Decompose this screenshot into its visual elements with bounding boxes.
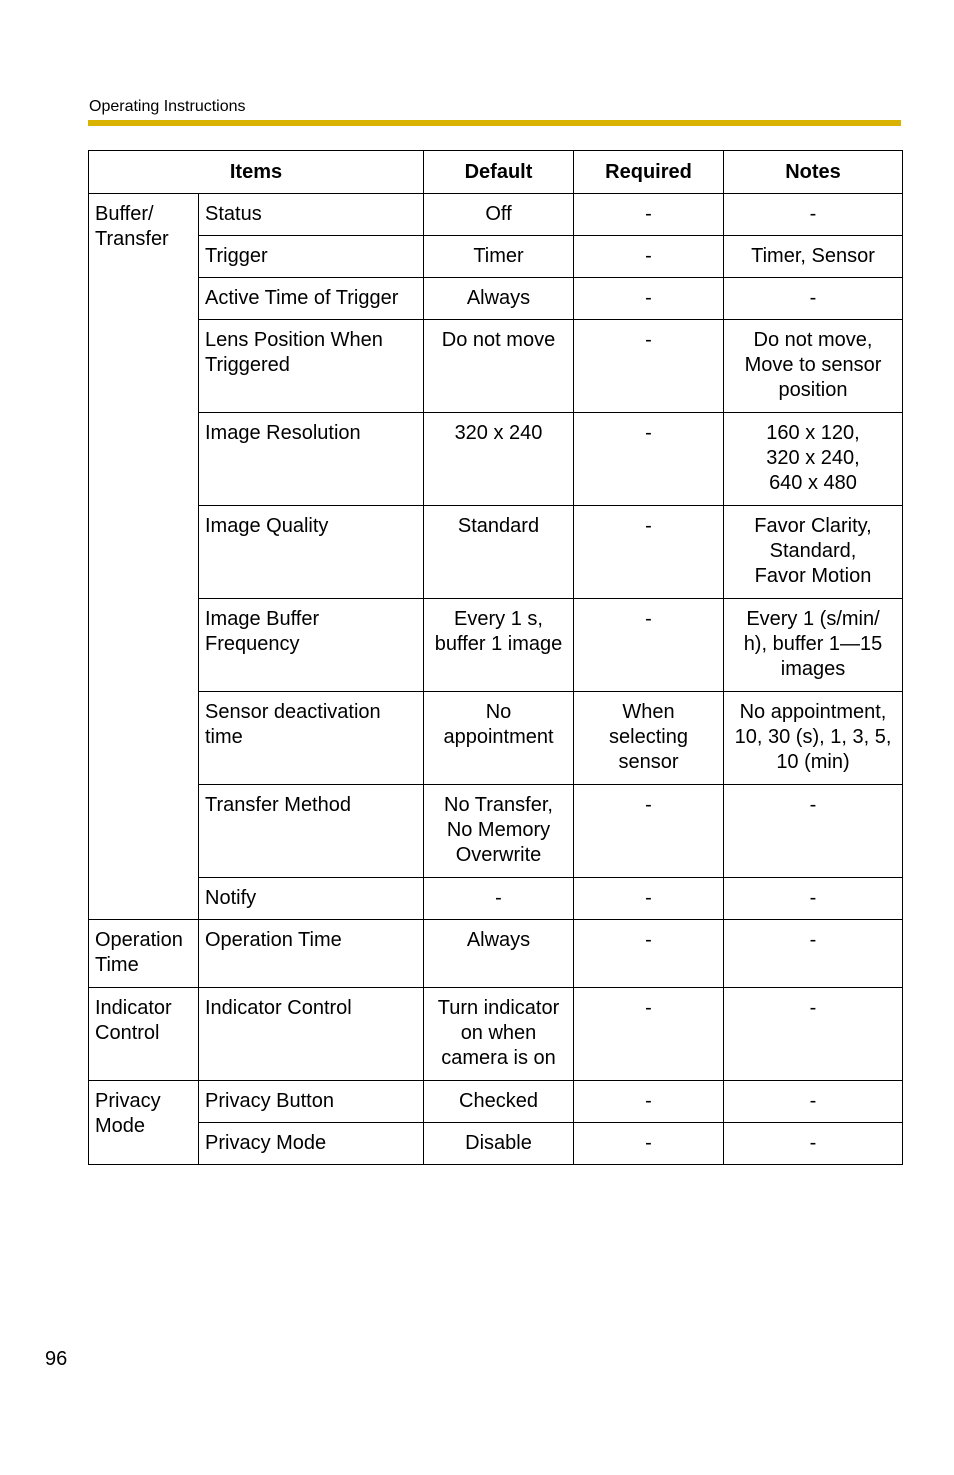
group-label: Indicator Control bbox=[89, 988, 199, 1081]
required-cell: - bbox=[574, 1123, 724, 1165]
table-row bbox=[89, 413, 903, 506]
default-cell: Standard bbox=[424, 506, 574, 599]
required-cell: - bbox=[574, 920, 724, 988]
required-cell: - bbox=[574, 506, 724, 599]
item-cell: Sensor deactivation time bbox=[199, 692, 424, 785]
table-row bbox=[89, 236, 903, 278]
notes-cell: - bbox=[724, 278, 903, 320]
required-cell: - bbox=[574, 599, 724, 692]
item-cell: Operation Time bbox=[199, 920, 424, 988]
item-cell: Image Buffer Frequency bbox=[199, 599, 424, 692]
table-row bbox=[89, 988, 903, 1081]
item-cell: Status bbox=[199, 194, 424, 236]
notes-cell: Every 1 (s/min/ h), buffer 1—15 images bbox=[724, 599, 903, 692]
required-cell: - bbox=[574, 320, 724, 413]
column-header-required: Required bbox=[574, 151, 724, 194]
default-cell: Disable bbox=[424, 1123, 574, 1165]
item-cell: Indicator Control bbox=[199, 988, 424, 1081]
default-cell: Every 1 s, buffer 1 image bbox=[424, 599, 574, 692]
table-row bbox=[89, 194, 903, 236]
table-row bbox=[89, 878, 903, 920]
required-cell: - bbox=[574, 988, 724, 1081]
table-row bbox=[89, 278, 903, 320]
default-cell: Checked bbox=[424, 1081, 574, 1123]
column-header-notes: Notes bbox=[724, 151, 903, 194]
page-number: 96 bbox=[45, 1348, 68, 1370]
table-row bbox=[89, 785, 903, 878]
item-cell: Transfer Method bbox=[199, 785, 424, 878]
notes-cell: - bbox=[724, 920, 903, 988]
default-cell: - bbox=[424, 878, 574, 920]
header-rule bbox=[88, 120, 901, 126]
column-header-items: Items bbox=[89, 151, 424, 194]
table-row bbox=[89, 320, 903, 413]
settings-table bbox=[88, 150, 903, 1165]
item-cell: Privacy Button bbox=[199, 1081, 424, 1123]
default-cell: Always bbox=[424, 920, 574, 988]
default-cell: Always bbox=[424, 278, 574, 320]
item-cell: Active Time of Trigger bbox=[199, 278, 424, 320]
required-cell: When selecting sensor bbox=[574, 692, 724, 785]
required-cell: - bbox=[574, 278, 724, 320]
item-cell: Image Quality bbox=[199, 506, 424, 599]
notes-cell: - bbox=[724, 1123, 903, 1165]
table-row bbox=[89, 599, 903, 692]
table-row bbox=[89, 1123, 903, 1165]
item-cell: Trigger bbox=[199, 236, 424, 278]
notes-cell: - bbox=[724, 878, 903, 920]
default-cell: Do not move bbox=[424, 320, 574, 413]
table-header-row bbox=[89, 151, 903, 194]
notes-cell: 160 x 120, 320 x 240, 640 x 480 bbox=[724, 413, 903, 506]
item-cell: Notify bbox=[199, 878, 424, 920]
group-label: Operation Time bbox=[89, 920, 199, 988]
notes-cell: - bbox=[724, 194, 903, 236]
default-cell: Turn indicator on when camera is on bbox=[424, 988, 574, 1081]
required-cell: - bbox=[574, 194, 724, 236]
required-cell: - bbox=[574, 878, 724, 920]
default-cell: No appointment bbox=[424, 692, 574, 785]
item-cell: Privacy Mode bbox=[199, 1123, 424, 1165]
default-cell: Off bbox=[424, 194, 574, 236]
notes-cell: No appointment, 10, 30 (s), 1, 3, 5, 10 (min) bbox=[724, 692, 903, 785]
notes-cell: - bbox=[724, 785, 903, 878]
group-label: Buffer/ Transfer bbox=[89, 194, 199, 920]
notes-cell: Timer, Sensor bbox=[724, 236, 903, 278]
table-row bbox=[89, 1081, 903, 1123]
notes-cell: - bbox=[724, 1081, 903, 1123]
required-cell: - bbox=[574, 236, 724, 278]
running-header: Operating Instructions bbox=[89, 98, 246, 115]
item-cell: Lens Position When Triggered bbox=[199, 320, 424, 413]
notes-cell: - bbox=[724, 988, 903, 1081]
required-cell: - bbox=[574, 1081, 724, 1123]
table-row bbox=[89, 506, 903, 599]
notes-cell: Do not move, Move to sensor position bbox=[724, 320, 903, 413]
default-cell: Timer bbox=[424, 236, 574, 278]
notes-cell: Favor Clarity, Standard, Favor Motion bbox=[724, 506, 903, 599]
item-cell: Image Resolution bbox=[199, 413, 424, 506]
column-header-default: Default bbox=[424, 151, 574, 194]
table-row bbox=[89, 920, 903, 988]
group-label: Privacy Mode bbox=[89, 1081, 199, 1165]
default-cell: No Transfer, No Memory Overwrite bbox=[424, 785, 574, 878]
required-cell: - bbox=[574, 413, 724, 506]
table-row bbox=[89, 692, 903, 785]
default-cell: 320 x 240 bbox=[424, 413, 574, 506]
required-cell: - bbox=[574, 785, 724, 878]
